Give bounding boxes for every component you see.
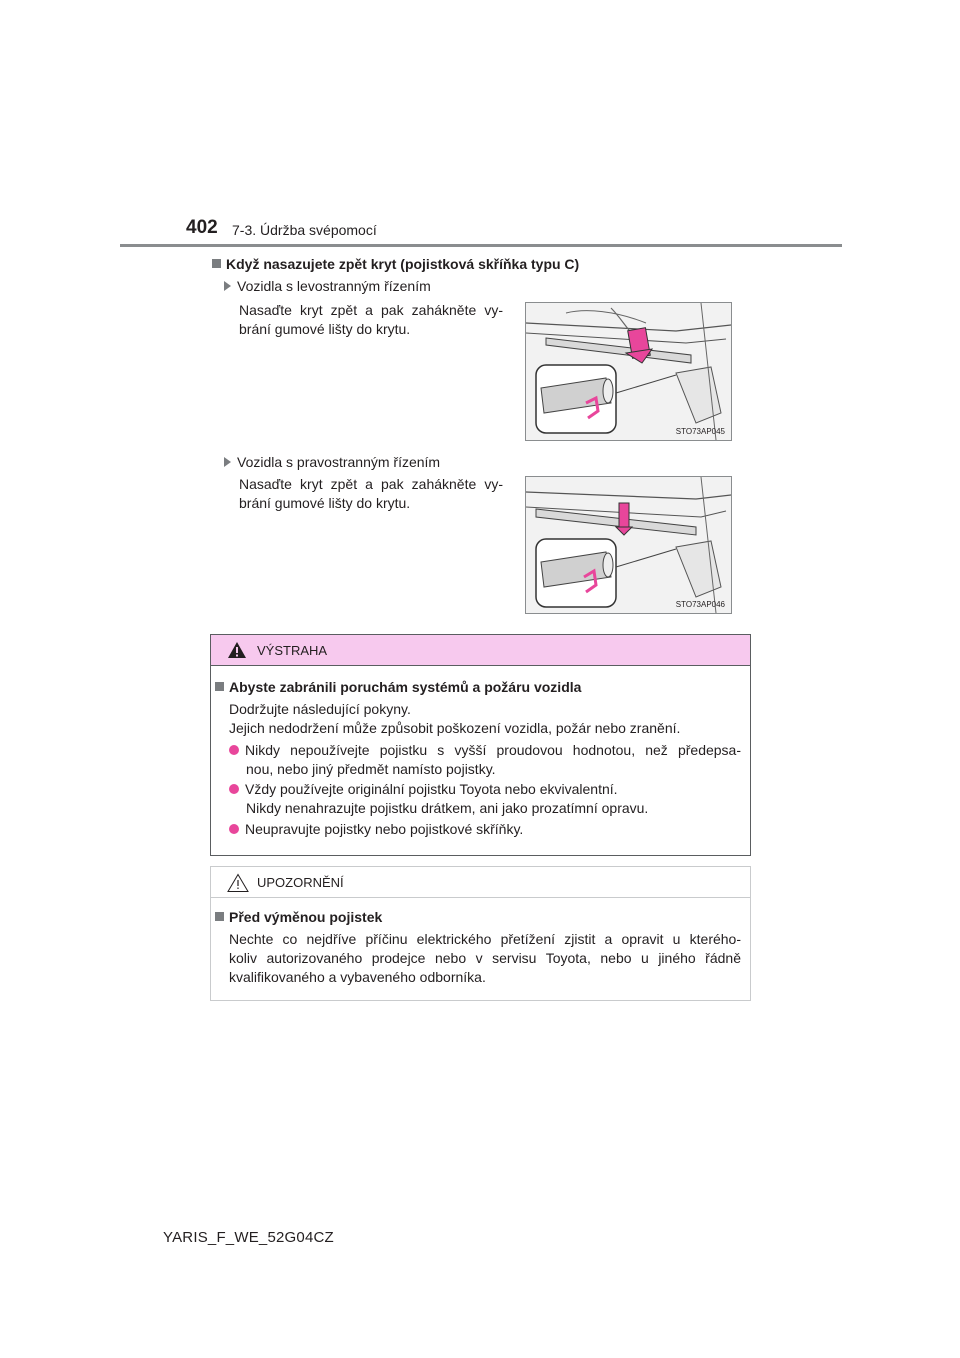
triangle-bullet-icon [224, 281, 231, 291]
pink-dot-bullet-icon [229, 824, 239, 834]
figure-rhd [525, 476, 732, 614]
pink-dot-bullet-icon [229, 745, 239, 755]
caution-triangle-icon [227, 873, 249, 893]
square-bullet-icon [212, 259, 221, 268]
fuse-cover-illustration-lhd [526, 303, 731, 440]
item-label-rhd: Vozidla s pravostranným řízením [224, 453, 440, 472]
warning-bullet-1: Nikdy nepoužívejte pojistku s vyšší proudovou hodnotou, než předepsa- nou, nebo jiný předmět namísto pojistky. [229, 741, 741, 779]
section-title: 7-3. Údržba svépomocí [232, 222, 377, 238]
fuse-cover-illustration-rhd [526, 477, 731, 613]
warning-intro: Dodržujte následující pokyny. Jejich nedodržení může způsobit poškození vozidla, požár nebo zranění. [229, 701, 681, 736]
figure-code-rhd: STO73AP046 [675, 600, 725, 609]
caution-header [211, 867, 750, 898]
warning-triangle-icon [227, 641, 247, 659]
item-text-rhd: Nasaďte kryt zpět a pak zahákněte vy- brání gumové lišty do krytu. [239, 476, 503, 511]
item-label-lhd: Vozidla s levostranným řízením [224, 277, 431, 296]
warning-title: VÝSTRAHA [257, 643, 328, 658]
warning-header [211, 635, 750, 666]
square-bullet-icon [215, 912, 224, 921]
figure-code-lhd: STO73AP045 [675, 427, 725, 436]
caution-text: Nechte co nejdříve příčinu elektrického přetížení zjistit a opravit u kterého- koliv autorizovaného prodejce nebo v servisu Toyota, nebo u jiného řádně kvalifikovaného a vybaveného odborníka. [229, 931, 741, 985]
caution-title: UPOZORNĚNÍ [257, 875, 344, 890]
header-rule [120, 244, 842, 247]
pink-dot-bullet-icon [229, 784, 239, 794]
warning-bullet-2: Vždy používejte originální pojistku Toyota nebo ekvivalentní. Nikdy nenahrazujte pojistku drátkem, ani jako prozatímní opravu. [229, 780, 741, 818]
caution-heading: Před výměnou pojistek [215, 909, 382, 925]
warning-bullet-3: Neupravujte pojistky nebo pojistkové skříňky. [229, 820, 741, 839]
square-bullet-icon [215, 682, 224, 691]
item-text-lhd: Nasaďte kryt zpět a pak zahákněte vy- brání gumové lišty do krytu. [239, 302, 503, 337]
warning-heading: Abyste zabránili poruchám systémů a požáru vozidla [215, 679, 581, 695]
figure-lhd [525, 302, 732, 441]
page-number: 402 [186, 217, 218, 238]
doc-code: YARIS_F_WE_52G04CZ [163, 1229, 334, 1246]
section-heading: Když nasazujete zpět kryt (pojistková skříňka typu C) [212, 256, 579, 272]
triangle-bullet-icon [224, 457, 231, 467]
